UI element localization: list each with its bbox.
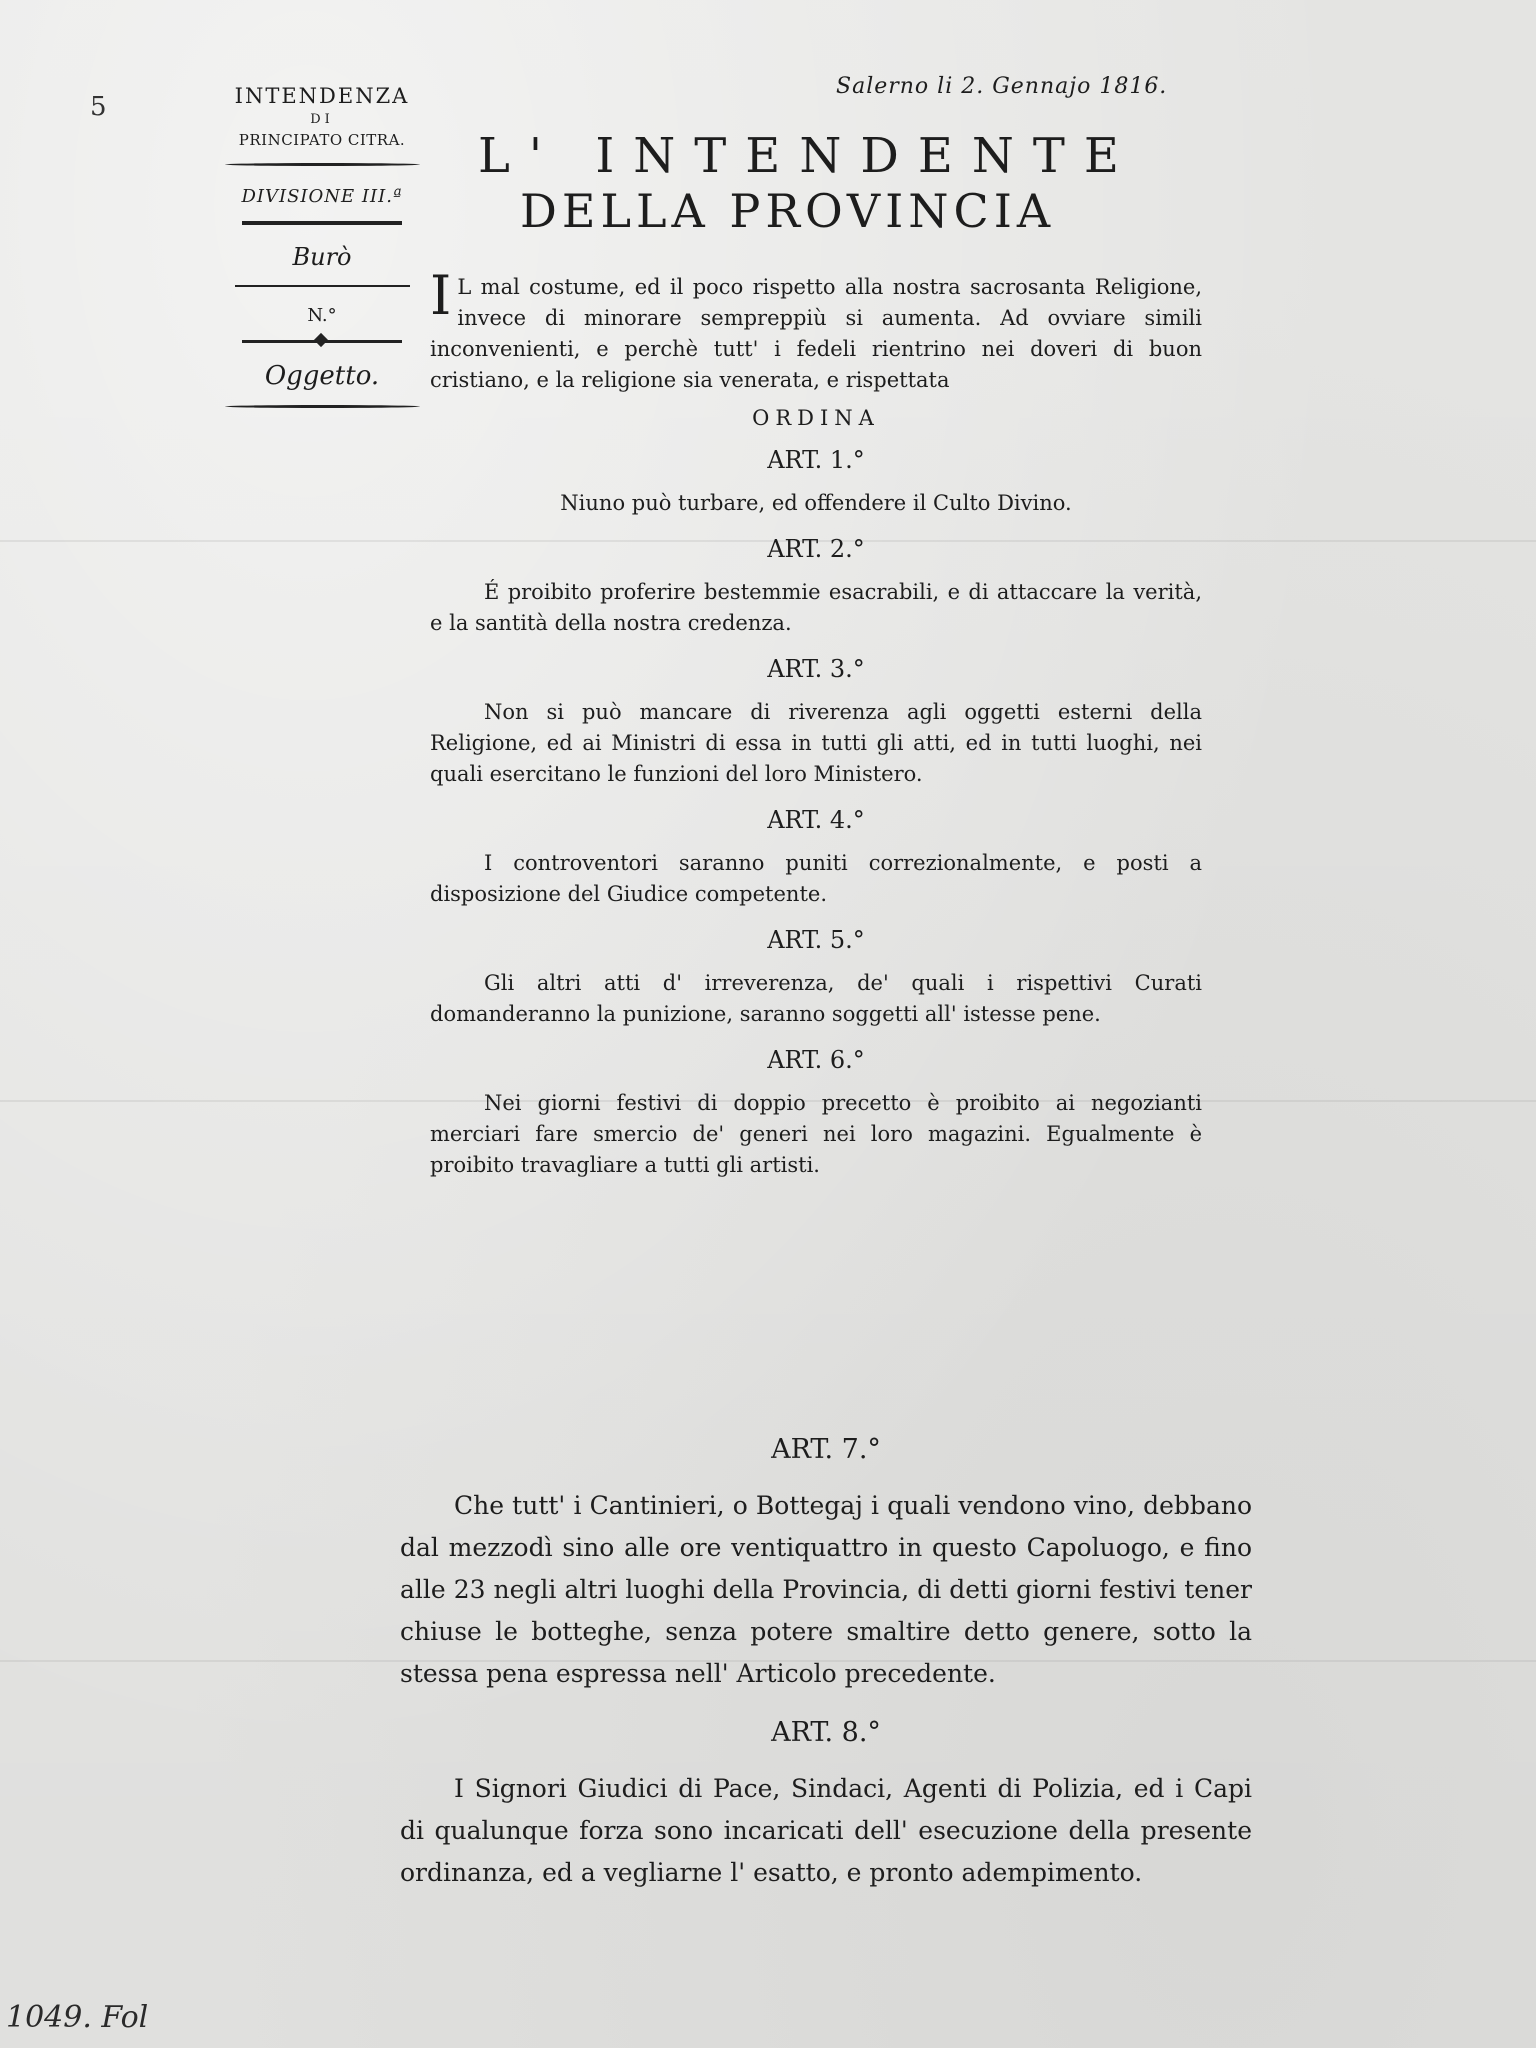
division-label: DIVISIONE III.ª <box>241 186 403 207</box>
article-text: I controventori saranno puniti correzionalmente, e posti a disposizione del Giudice competente. <box>430 851 1202 906</box>
article-text: Niuno può turbare, ed offendere il Culto Divino. <box>560 491 1072 515</box>
office-line-2: DI <box>310 112 334 127</box>
title-line-1: L' INTENDENTE <box>478 128 1138 184</box>
document-body <box>430 264 1202 1181</box>
bureau-label: Burò <box>292 243 352 271</box>
office-line-3: PRINCIPATO CITRA. <box>238 131 406 149</box>
ornamental-rule <box>225 405 420 408</box>
preamble-text: L mal costume, ed il poco rispetto alla nostra sacrosanta Religione, invece di minorare sempreppiù si aumenta. Ad ovviare simili inconvenienti, e perchè tutt' i fedeli rientrino nei doveri di buon cristiano, e la religione sia venerata, e rispettata <box>430 275 1202 392</box>
margin-mark: 5 <box>90 92 107 122</box>
ornamental-rule <box>235 285 410 287</box>
number-label: N.° <box>307 305 337 326</box>
article-heading: ART. 4.° <box>767 806 865 834</box>
article-text: É proibito proferire bestemmie esacrabili, e di attaccare la verità, e la santità della nostra credenza. <box>430 580 1202 635</box>
office-header <box>212 84 432 408</box>
article-text: I Signori Giudici di Pace, Sindaci, Agenti di Polizia, ed i Capi di qualunque forza sono incaricati dell' esecuzione della presente ordinanza, ed a vegliarne l' esatto, e pronto adempimento. <box>400 1774 1252 1887</box>
document-body-lower <box>400 1412 1252 1894</box>
article-heading: ART. 7.° <box>771 1434 881 1465</box>
article-heading: ART. 5.° <box>767 926 865 954</box>
article-heading: ART. 3.° <box>767 655 865 683</box>
article-heading: ART. 2.° <box>767 535 865 563</box>
drop-cap: I <box>430 264 452 327</box>
ornamental-rule <box>242 340 402 343</box>
ornamental-rule <box>225 163 420 166</box>
subject-label: Oggetto. <box>264 361 380 391</box>
article-heading: ART. 6.° <box>767 1046 865 1074</box>
ornamental-rule <box>242 221 402 225</box>
preamble <box>430 264 1202 396</box>
article-text: Nei giorni festivi di doppio precetto è proibito ai negozianti merciari fare smercio de' generi nei loro magazini. Egualmente è proibito travagliare a tutti gli artisti. <box>430 1091 1202 1177</box>
article-text: Che tutt' i Cantinieri, o Bottegaj i quali vendono vino, debbano dal mezzodì sino alle ore ventiquattro in questo Capoluogo, e fino alle 23 negli altri luoghi della Provincia, di detti giorni festivi tener chiuse le botteghe, senza potere smaltire detto genere, sotto la stessa pena espressa nell' Articolo precedente. <box>400 1491 1252 1688</box>
article-heading: ART. 8.° <box>771 1717 881 1748</box>
article-text: Gli altri atti d' irreverenza, de' quali i rispettivi Curati domanderanno la punizione, saranno soggetti all' istesse pene. <box>430 971 1202 1026</box>
ordina-heading: ORDINA <box>752 406 880 430</box>
handwritten-note: 1049. Fol <box>6 2000 149 2035</box>
article-text: Non si può mancare di riverenza agli oggetti esterni della Religione, ed ai Ministri di essa in tutti gli atti, ed in tutti luoghi, nei quali esercitano le funzioni del loro Ministero. <box>430 700 1202 786</box>
document-date: Salerno li 2. Gennajo 1816. <box>836 74 1168 99</box>
office-line-1: INTENDENZA <box>234 84 410 108</box>
article-heading: ART. 1.° <box>767 446 865 474</box>
title-line-2: DELLA PROVINCIA <box>520 184 1056 238</box>
